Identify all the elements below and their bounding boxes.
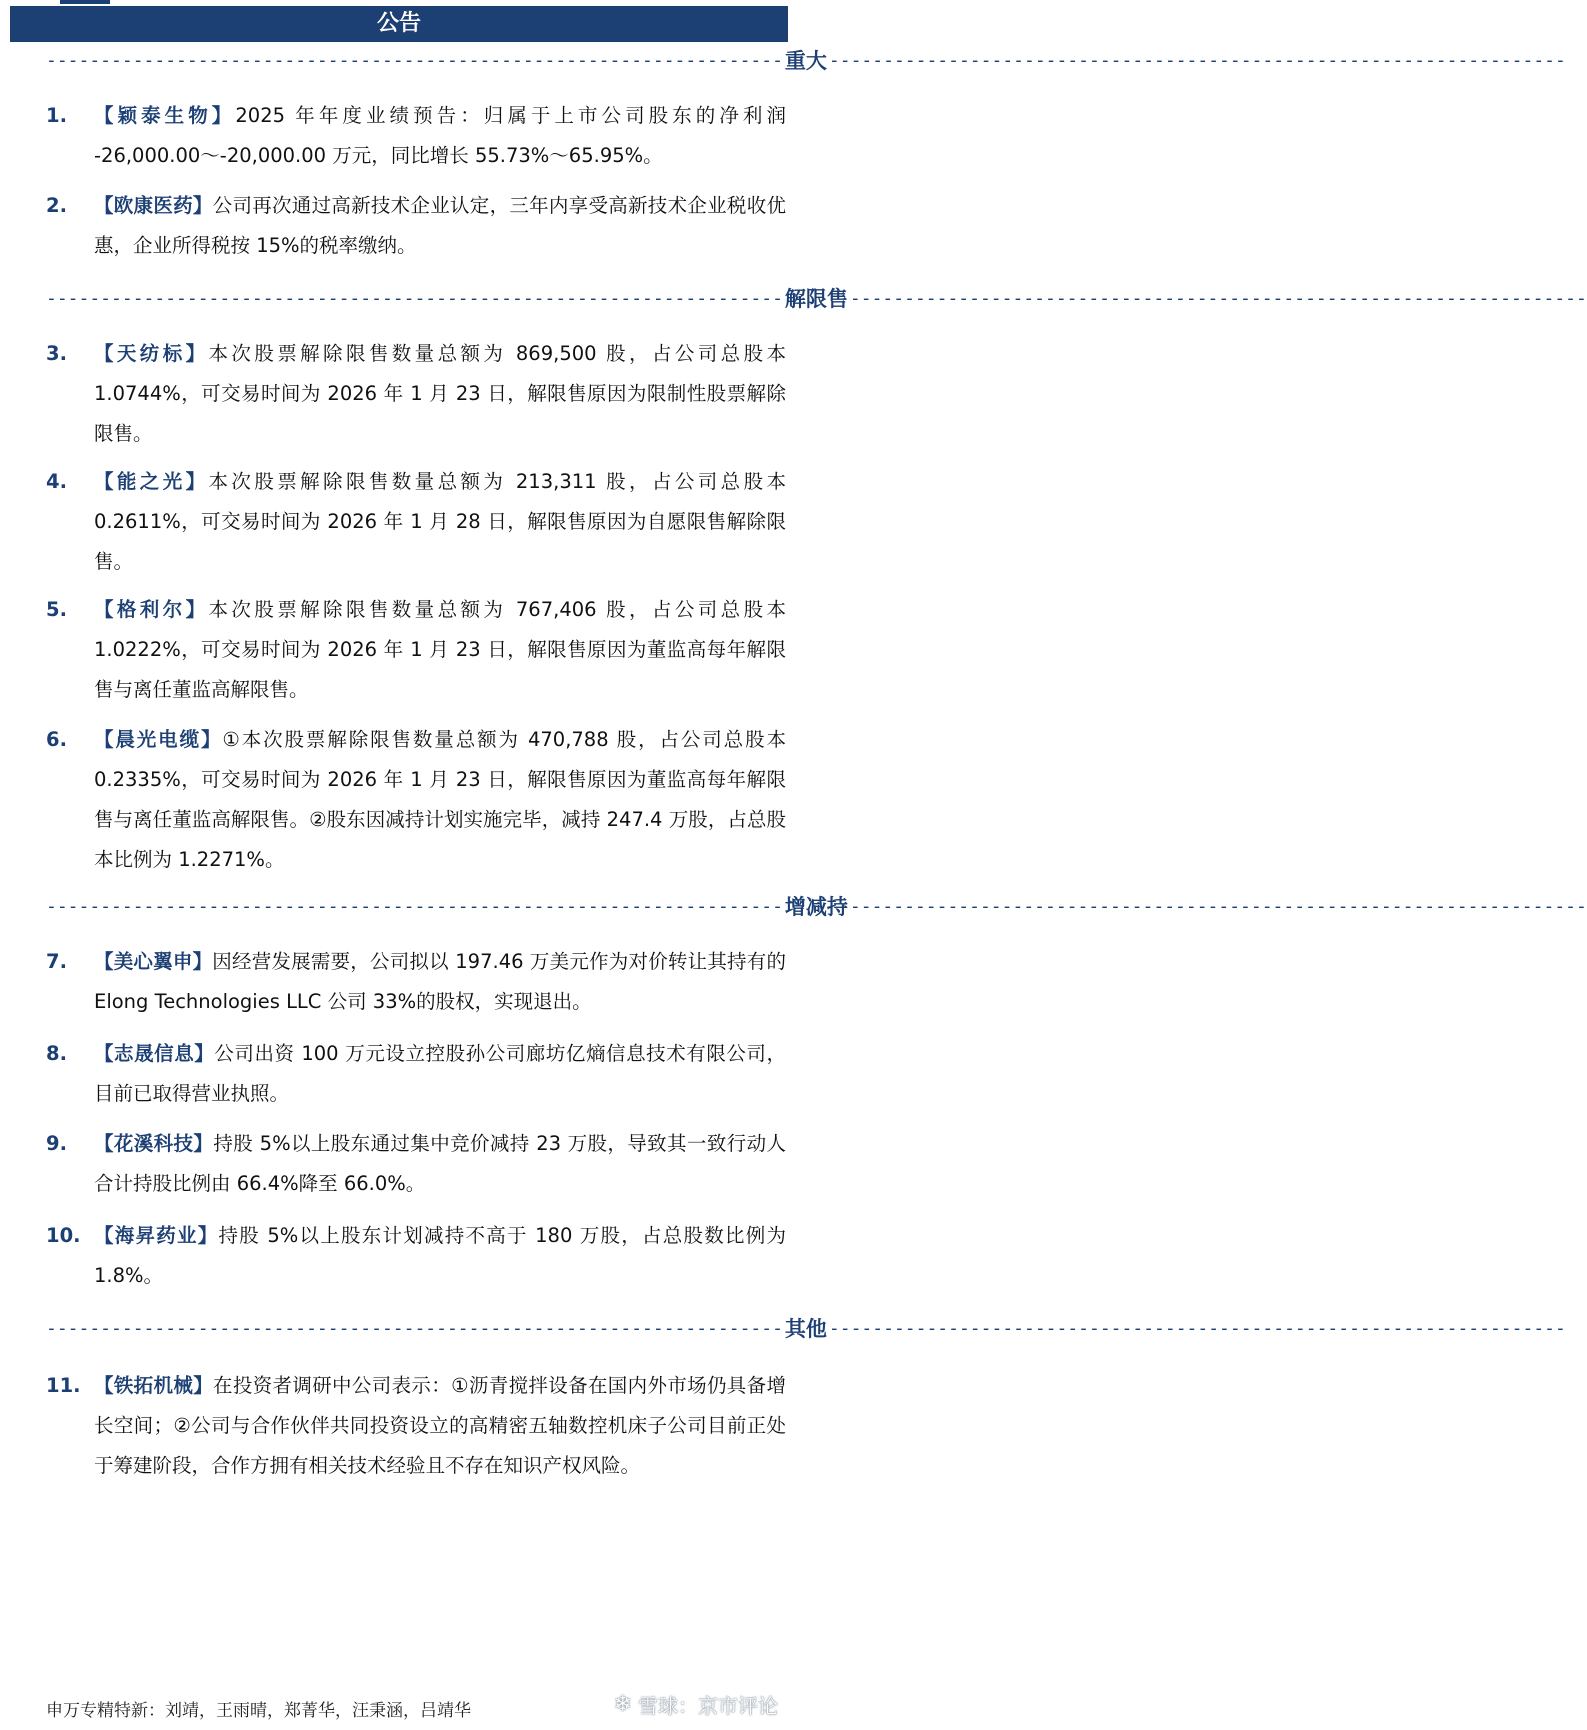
item-body: 因经营发展需要，公司拟以 197.46 万美元作为对价转让其持有的 Elong Technologies LLC 公司 33%的股权，实现退出。 xyxy=(94,950,786,1013)
company-name: 【美心翼申】 xyxy=(94,950,213,973)
company-name: 【铁拓机械】 xyxy=(94,1374,214,1397)
item-body: 持股 5%以上股东计划减持不高于 180 万股，占总股数比例为 1.8%。 xyxy=(94,1224,786,1287)
section-label-unlock: 解限售 xyxy=(784,287,848,311)
divider-dashes: -------------------------------------------------------------------- xyxy=(46,1317,783,1339)
company-name: 【花溪科技】 xyxy=(94,1132,214,1155)
item-body: 本次股票解除限售数量总额为 767,406 股，占公司总股本 1.0222%，可交易时间为 2026 年 1 月 23 日，解限售原因为董监高每年解限售与离任董监高解限售。 xyxy=(94,598,786,701)
item-body: 公司再次通过高新技术企业认定，三年内享受高新技术企业税收优惠，企业所得税按 15%的税率缴纳。 xyxy=(94,194,786,257)
item-body: 2025 年年度业绩预告：归属于上市公司股东的净利润 -26,000.00～-20,000.00 万元，同比增长 55.73%～65.95%。 xyxy=(94,104,786,167)
company-name: 【格利尔】 xyxy=(94,598,209,621)
item-number: 11. xyxy=(46,1374,81,1397)
announcement-item-9 xyxy=(46,1124,786,1204)
announcement-item-3 xyxy=(46,334,786,454)
item-text xyxy=(94,334,786,454)
item-text xyxy=(94,720,786,880)
divider-dashes: -------------------------------------------------------------------- xyxy=(828,49,1566,71)
item-text xyxy=(94,1034,786,1114)
xueqiu-watermark xyxy=(614,1690,778,1719)
company-name: 【海昇药业】 xyxy=(94,1224,219,1247)
item-text xyxy=(94,942,786,1022)
announcement-item-4 xyxy=(46,462,786,582)
item-number: 1. xyxy=(46,104,67,127)
item-body: 持股 5%以上股东通过集中竞价减持 23 万股，导致其一致行动人合计持股比例由 66.4%降至 66.0%。 xyxy=(94,1132,786,1195)
section-divider-holding xyxy=(46,890,1587,922)
item-text xyxy=(94,1124,786,1204)
item-number: 6. xyxy=(46,728,67,751)
item-number: 5. xyxy=(46,598,67,621)
announcement-item-8 xyxy=(46,1034,786,1114)
watermark-text: 雪球：京市评论 xyxy=(638,1694,778,1718)
divider-dashes: -------------------------------------------------------------------- xyxy=(828,1317,1566,1339)
announcement-item-10 xyxy=(46,1216,786,1296)
item-number: 2. xyxy=(46,194,67,217)
item-text xyxy=(94,1216,786,1296)
announcement-item-2 xyxy=(46,186,786,266)
item-text xyxy=(94,462,786,582)
section-label-other: 其他 xyxy=(784,1317,827,1341)
snowball-icon: ❄ xyxy=(613,1692,632,1717)
item-body: 在投资者调研中公司表示：①沥青搅拌设备在国内外市场仍具备增长空间；②公司与合作伙伴共同投资设立的高精密五轴数控机床子公司目前正处于筹建阶段，合作方拥有相关技术经验且不存在知识产权风险。 xyxy=(94,1374,786,1477)
section-divider-other xyxy=(46,1312,1566,1344)
company-name: 【颖泰生物】 xyxy=(94,104,236,127)
item-body: 本次股票解除限售数量总额为 869,500 股，占公司总股本 1.0744%，可交易时间为 2026 年 1 月 23 日，解限售原因为限制性股票解除限售。 xyxy=(94,342,786,445)
company-name: 【志晟信息】 xyxy=(94,1042,215,1065)
divider-dashes: -------------------------------------------------------------------- xyxy=(46,287,783,309)
item-number: 8. xyxy=(46,1042,67,1065)
divider-dashes: -------------------------------------------------------------------- xyxy=(849,895,1587,917)
top-tab-marker xyxy=(60,0,110,4)
announcement-item-6 xyxy=(46,720,786,880)
announcement-header: 公告 xyxy=(10,6,788,42)
item-number: 7. xyxy=(46,950,67,973)
announcement-item-11 xyxy=(46,1366,786,1486)
company-name: 【能之光】 xyxy=(94,470,209,493)
item-number: 4. xyxy=(46,470,67,493)
company-name: 【天纺标】 xyxy=(94,342,209,365)
company-name: 【晨光电缆】 xyxy=(94,728,223,751)
item-number: 9. xyxy=(46,1132,67,1155)
section-label-major: 重大 xyxy=(784,49,827,73)
announcement-item-1 xyxy=(46,96,786,176)
divider-dashes: -------------------------------------------------------------------- xyxy=(849,287,1587,309)
item-text xyxy=(94,186,786,266)
item-body: 本次股票解除限售数量总额为 213,311 股，占公司总股本 0.2611%，可交易时间为 2026 年 1 月 28 日，解限售原因为自愿限售解除限售。 xyxy=(94,470,786,573)
item-number: 3. xyxy=(46,342,67,365)
analyst-credits: 申万专精特新：刘靖，王雨晴，郑菁华，汪秉涵，吕靖华 xyxy=(46,1701,471,1721)
divider-dashes: -------------------------------------------------------------------- xyxy=(46,895,783,917)
item-text xyxy=(94,590,786,710)
announcement-item-7 xyxy=(46,942,786,1022)
item-body: 公司出资 100 万元设立控股孙公司廊坊亿熵信息技术有限公司，目前已取得营业执照。 xyxy=(94,1042,786,1105)
item-text xyxy=(94,1366,786,1486)
section-divider-major xyxy=(46,44,1566,76)
item-number: 10. xyxy=(46,1224,81,1247)
item-text xyxy=(94,96,786,176)
divider-dashes: -------------------------------------------------------------------- xyxy=(46,49,783,71)
section-label-holding: 增减持 xyxy=(784,895,848,919)
announcement-item-5 xyxy=(46,590,786,710)
company-name: 【欧康医药】 xyxy=(94,194,213,217)
item-body: ①本次股票解除限售数量总额为 470,788 股，占公司总股本 0.2335%，可交易时间为 2026 年 1 月 23 日，解限售原因为董监高每年解限售与离任董监高解限售。②股东因减持计划实施完毕，减持 247.4 万股，占总股本比例为 1.2271%。 xyxy=(94,728,786,871)
section-divider-unlock xyxy=(46,282,1587,314)
